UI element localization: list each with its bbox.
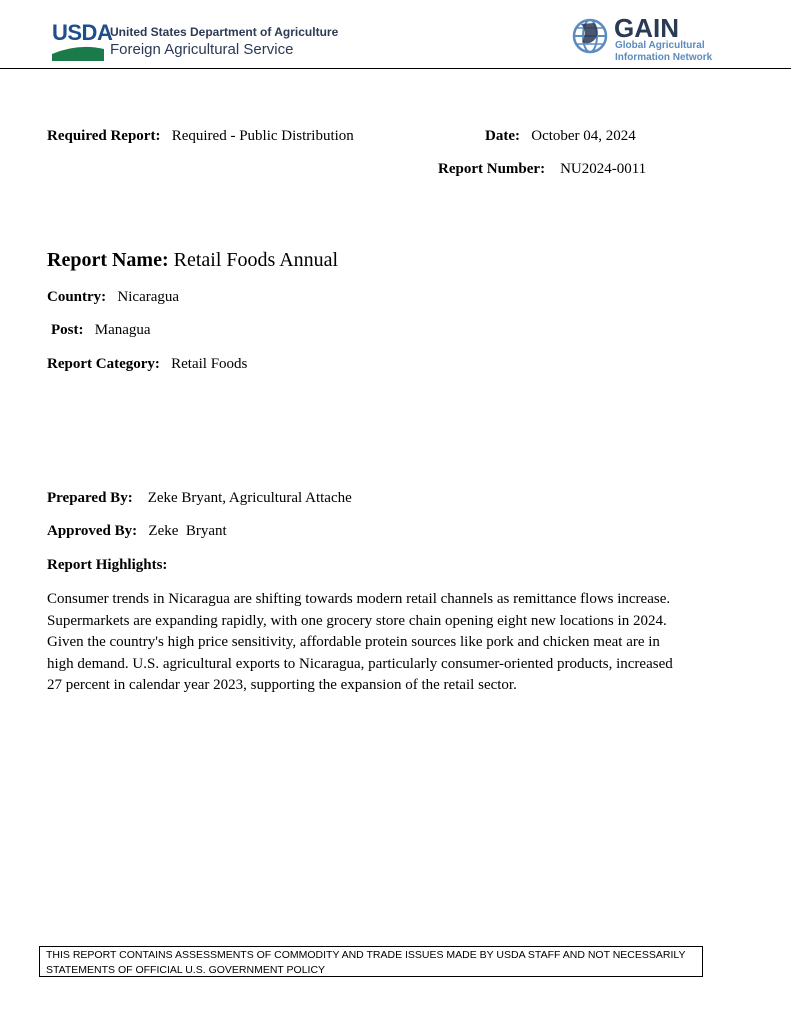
gain-subtitle-line-2: Information Network — [615, 52, 713, 63]
usda-swoosh-icon — [52, 45, 104, 61]
report-number-row — [438, 161, 646, 178]
country-row — [47, 289, 179, 306]
report-number-label: Report Number: — [438, 161, 546, 177]
usda-logo-text: USDA — [52, 20, 113, 45]
report-category-value: Retail Foods — [171, 356, 248, 372]
approved-by-label: Approved By: — [47, 523, 138, 539]
gain-logo-text: GAIN — [614, 13, 679, 43]
report-highlights-heading: Report Highlights: — [47, 557, 168, 573]
prepared-by-value: Zeke Bryant, Agricultural Attache — [147, 490, 352, 506]
date-label: Date: — [485, 128, 520, 144]
required-report-label: Required Report: — [47, 128, 161, 144]
country-value: Nicaragua — [117, 289, 180, 305]
gain-subtitle-line-1: Global Agricultural — [615, 40, 705, 51]
highlights-line: 27 percent in calendar year 2023, supporting the expansion of the retail sector. — [47, 677, 517, 693]
report-highlights-paragraph — [47, 589, 707, 697]
date-row — [485, 128, 636, 145]
prepared-by-row — [47, 490, 352, 507]
disclaimer-line-1: THIS REPORT CONTAINS ASSESSMENTS OF COMMODITY AND TRADE ISSUES MADE BY USDA STAFF AND NOT NECESSARILY — [46, 949, 686, 961]
header-divider — [0, 68, 791, 69]
prepared-by-label: Prepared By: — [47, 490, 133, 506]
required-report-value: Required - Public Distribution — [171, 128, 354, 144]
post-label: Post: — [51, 322, 84, 338]
report-category-row — [47, 356, 247, 373]
disclaimer-box — [39, 946, 703, 977]
highlights-line: high demand. U.S. agricultural exports to Nicaragua, particularly consumer-oriented products, increased — [47, 655, 673, 672]
approved-by-row — [47, 523, 227, 540]
report-name-row — [47, 249, 338, 272]
post-row — [51, 322, 151, 339]
post-value: Managua — [94, 322, 151, 338]
date-value: October 04, 2024 — [531, 128, 636, 144]
highlights-line: Consumer trends in Nicaragua are shifting towards modern retail channels as remittance flows increase. — [47, 591, 671, 607]
required-report-row — [47, 128, 354, 145]
highlights-line: Given the country's high price sensitivity, affordable protein sources like pork and chicken meat are in — [47, 634, 660, 650]
highlights-line: Supermarkets are expanding rapidly, with one grocery store chain opening eight new locations in 2024. — [47, 612, 667, 629]
department-name: United States Department of Agriculture — [110, 25, 339, 39]
report-category-label: Report Category: — [47, 356, 160, 372]
service-name: Foreign Agricultural Service — [110, 41, 294, 58]
usda-logo — [52, 20, 113, 62]
report-name-value: Retail Foods Annual — [173, 249, 339, 271]
report-name-label: Report Name: — [47, 249, 169, 271]
disclaimer-line-2: STATEMENTS OF OFFICIAL U.S. GOVERNMENT POLICY — [46, 964, 326, 976]
report-number-value: NU2024-0011 — [560, 161, 647, 177]
globe-icon — [572, 18, 608, 54]
approved-by-value: Zeke Bryant — [148, 523, 227, 539]
country-label: Country: — [47, 289, 107, 305]
